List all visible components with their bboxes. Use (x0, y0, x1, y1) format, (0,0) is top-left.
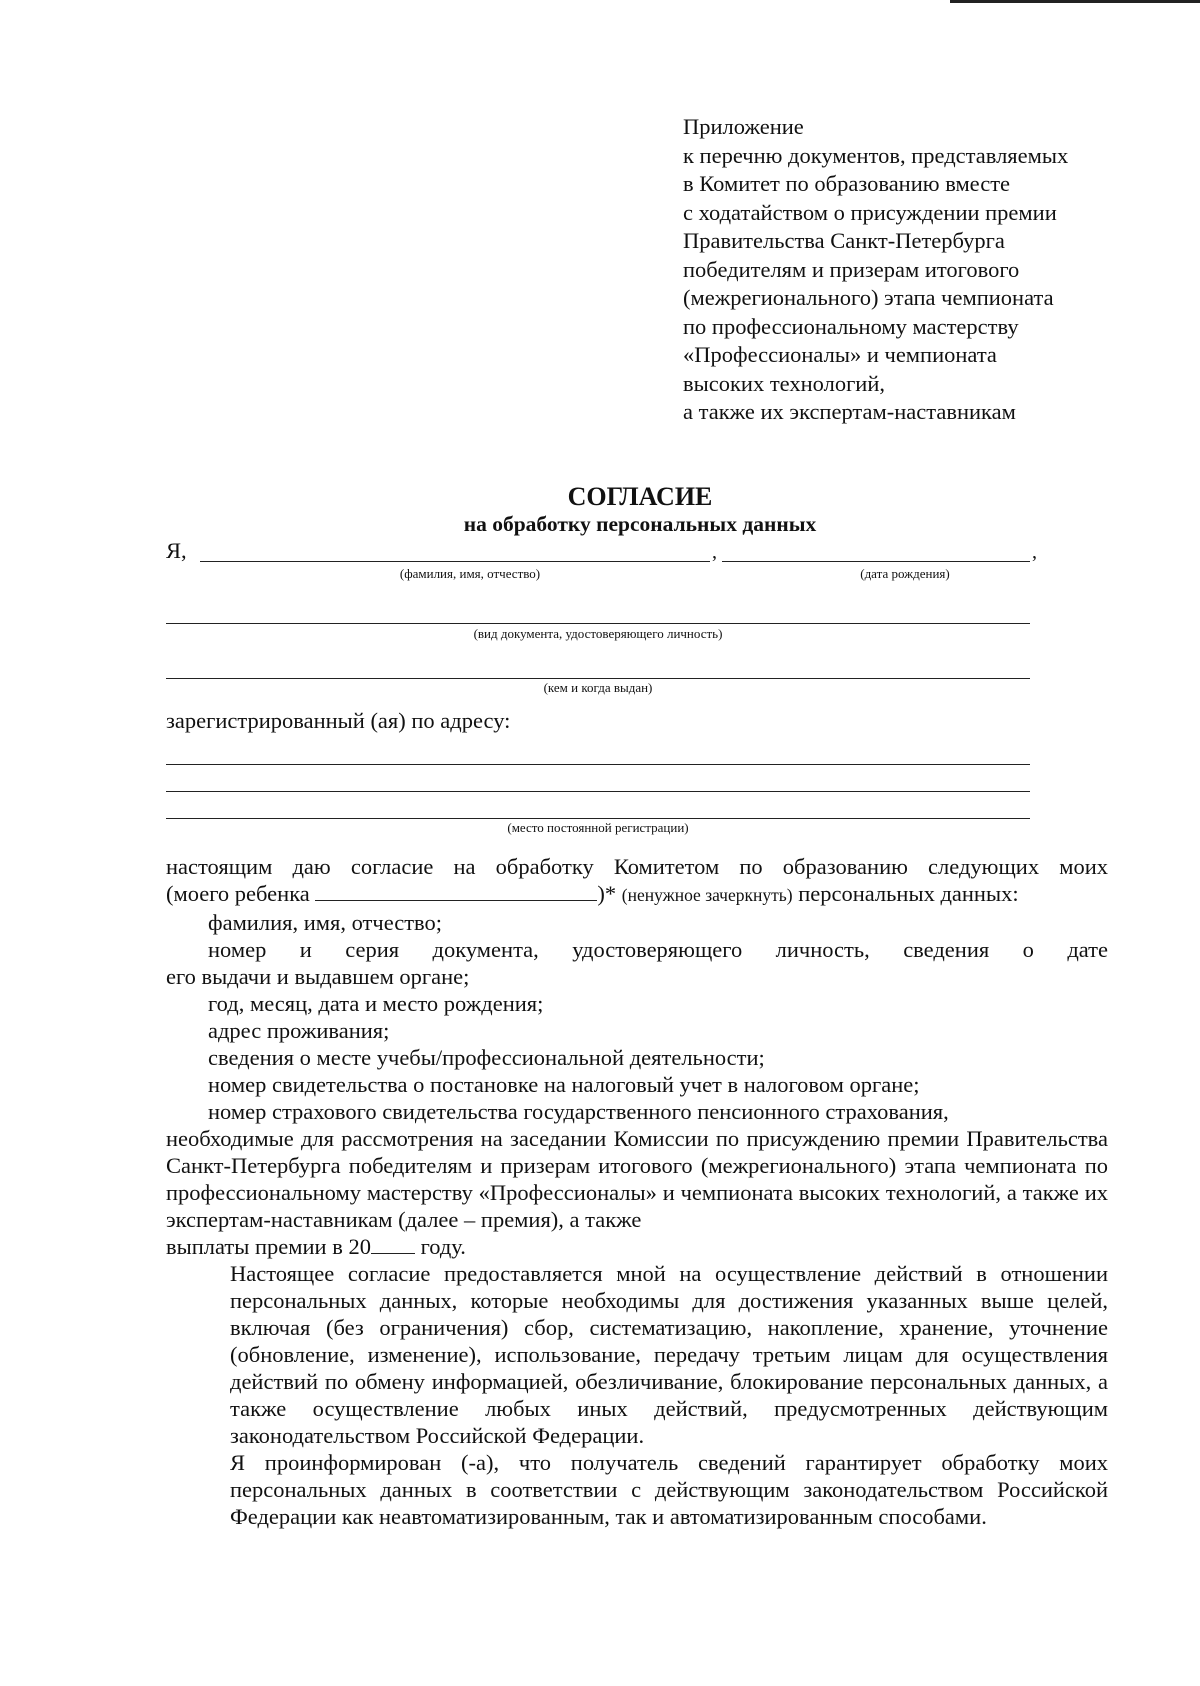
issued-by-field-line[interactable] (166, 678, 1030, 679)
appendix-line: в Комитет по образованию вместе (683, 171, 1011, 196)
list-item: сведения о месте учебы/профессиональной деятельности; (208, 1045, 765, 1070)
list-item: год, месяц, дата и место рождения; (208, 991, 544, 1016)
year-suffix: году. (420, 1234, 466, 1259)
address-field-line-2[interactable] (166, 791, 1030, 792)
purpose-paragraph: необходимые для рассмотрения на заседании Комиссии по присуждению премии Правительства Санкт-Петербурга победителям и призерам итогового (межрегионального) этапа чемпионата по профессиональному мастерству «Профессионалы» и чемпионата высоких технологий, а также их экспертам-наставникам (далее – премия), а также (166, 1126, 1108, 1232)
comma-mark: , (1032, 541, 1037, 563)
document-title: СОГЛАСИЕ (567, 482, 713, 511)
appendix-line: победителям и призерам итогового (683, 256, 1020, 282)
address-field-line-3[interactable] (166, 818, 1030, 819)
fio-field-line[interactable] (200, 561, 710, 562)
appendix-line: (межрегионального) этапа чемпионата (683, 285, 1054, 310)
list-item: фамилия, имя, отчество; (208, 910, 443, 935)
appendix-line: а также их экспертам-наставникам (683, 399, 1016, 424)
guarantee-paragraph: Я проинформирован (-а), что получатель сведений гарантирует обработку моих персональных данных в соответствии с действующим законодательством Российской Федерации как неавтоматизированным, так и автоматизированным способами. (230, 1450, 1108, 1529)
address-field-line-1[interactable] (166, 764, 1030, 765)
list-item: номер и серия документа, удостоверяющего личность, сведения о дате (208, 937, 1108, 962)
scan-edge-mark (950, 0, 1200, 3)
list-item: номер свидетельства о постановке на налоговый учет в налоговом органе; (208, 1072, 920, 1097)
appendix-line: высоких технологий, (683, 370, 886, 396)
consent-line: настоящим даю согласие на обработку Комитетом по образованию следующих моих (166, 854, 1108, 879)
child-end: персональных данных: (798, 881, 1019, 906)
caption-fio: (фамилия, имя, отчество) (399, 566, 541, 581)
caption-id-document: (вид документа, удостоверяющего личность) (473, 626, 723, 641)
child-line (166, 880, 1108, 909)
child-note: (ненужное зачеркнуть) (621, 885, 793, 905)
birth-date-field-line[interactable] (722, 561, 1030, 562)
comma-mark: , (712, 541, 717, 563)
caption-birth-date: (дата рождения) (860, 566, 950, 581)
registered-address-label: зарегистрированный (ая) по адресу: (166, 708, 511, 733)
year-prefix: выплаты премии в 20 (166, 1234, 371, 1259)
child-name-field[interactable] (315, 880, 597, 901)
appendix-line: Приложение (683, 114, 804, 139)
appendix-line: с ходатайством о присуждении премии (683, 199, 1057, 225)
appendix-line: по профессиональному мастерству (683, 313, 1019, 339)
actions-paragraph: Настоящее согласие предоставляется мной на осуществление действий в отношении персональных данных, которые необходимы для достижения указанных выше целей, включая (без ограничения) сбор, систематизацию, накопление, хранение, уточнение (обновление, изменение), использование, передачу третьим лицам для осуществления действий по обмену информацией, обезличивание, блокирование персональных данных, а также осуществление любых иных действий, предусмотренных действующим законодательством Российской Федерации. (230, 1261, 1108, 1448)
appendix-block (683, 113, 1143, 427)
appendix-line: к перечню документов, представляемых (683, 142, 1069, 168)
child-prefix: (моего ребенка (166, 881, 310, 906)
year-line (166, 1233, 1108, 1260)
caption-address: (место постоянной регистрации) (507, 820, 689, 835)
document-subtitle: на обработку персональных данных (463, 512, 817, 536)
appendix-line: Правительства Санкт-Петербурга (683, 228, 1005, 253)
appendix-line: «Профессионалы» и чемпионата (683, 342, 997, 367)
caption-issued-by: (кем и когда выдан) (543, 680, 653, 695)
list-item: номер страхового свидетельства государственного пенсионного страхования, (208, 1099, 949, 1124)
consent-body (166, 853, 1108, 1530)
ya-label: Я, (166, 538, 187, 563)
child-suffix: )* (597, 881, 617, 906)
id-document-field-line[interactable] (166, 623, 1030, 624)
list-item: адрес проживания; (208, 1018, 390, 1043)
year-field[interactable] (371, 1233, 415, 1254)
list-item: его выдачи и выдавшем органе; (166, 964, 470, 989)
